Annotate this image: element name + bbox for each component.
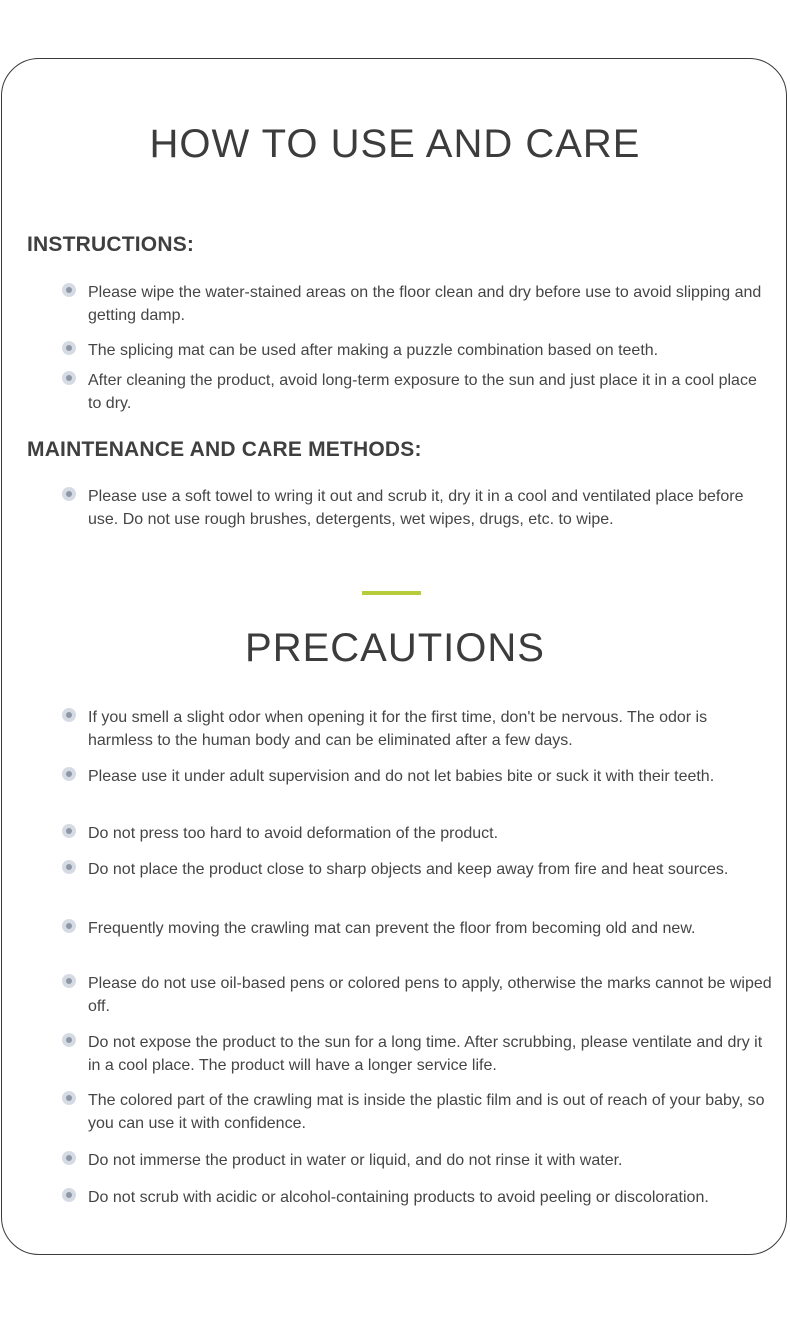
list-item-text: Frequently moving the crawling mat can prevent the floor from becoming old and new. xyxy=(88,920,696,937)
list-item-text: After cleaning the product, avoid long-term exposure to the sun and just place it in a cool place to dry. xyxy=(88,372,757,412)
list-item-text: Please use a soft towel to wring it out and scrub it, dry it in a cool and ventilated place before use. Do not use rough brushes, detergents, wet wipes, drugs, etc. to wipe. xyxy=(88,488,744,528)
list-item-text: Do not place the product close to sharp objects and keep away from fire and heat sources. xyxy=(88,861,729,878)
bullet-icon xyxy=(62,919,76,933)
bullet-icon xyxy=(62,1151,76,1165)
list-item-text: Do not press too hard to avoid deformation of the product. xyxy=(88,825,499,842)
list-item xyxy=(62,485,774,531)
list-item-text: Please do not use oil-based pens or colored pens to apply, otherwise the marks cannot be wiped off. xyxy=(88,975,772,1015)
precautions-title: PRECAUTIONS xyxy=(245,626,545,670)
list-item xyxy=(62,858,774,881)
list-item-text: The colored part of the crawling mat is inside the plastic film and is out of reach of your baby, so you can use it with confidence. xyxy=(88,1092,765,1132)
bullet-icon xyxy=(62,974,76,988)
bullet-icon xyxy=(62,283,76,297)
page-title: HOW TO USE AND CARE xyxy=(149,122,641,166)
list-item xyxy=(62,1089,774,1135)
bullet-icon xyxy=(62,824,76,838)
list-item-text: Do not scrub with acidic or alcohol-containing products to avoid peeling or discoloration. xyxy=(88,1189,709,1206)
list-item-text: Please wipe the water-stained areas on the floor clean and dry before use to avoid slipping and getting damp. xyxy=(88,284,762,324)
bullet-icon xyxy=(62,1033,76,1047)
list-item-text: If you smell a slight odor when opening it for the first time, don't be nervous. The odor is harmless to the human body and can be eliminated after a few days. xyxy=(88,709,708,749)
list-item xyxy=(62,917,774,940)
bullet-icon xyxy=(62,1188,76,1202)
maintenance-heading: MAINTENANCE AND CARE METHODS: xyxy=(27,438,422,461)
bullet-icon xyxy=(62,487,76,501)
list-item xyxy=(62,339,774,362)
list-item xyxy=(62,972,774,1018)
bullet-icon xyxy=(62,767,76,781)
list-item-text: The splicing mat can be used after making a puzzle combination based on teeth. xyxy=(88,342,659,359)
list-item xyxy=(62,369,774,415)
bullet-icon xyxy=(62,341,76,355)
list-item xyxy=(62,1149,774,1172)
bullet-icon xyxy=(62,708,76,722)
bullet-icon xyxy=(62,860,76,874)
accent-divider xyxy=(362,591,421,595)
list-item xyxy=(62,706,774,752)
instructions-heading: INSTRUCTIONS: xyxy=(27,233,195,256)
bullet-icon xyxy=(62,371,76,385)
list-item xyxy=(62,1186,774,1209)
list-item xyxy=(62,281,774,327)
list-item xyxy=(62,1031,774,1077)
list-item-text: Do not expose the product to the sun for a long time. After scrubbing, please ventilate and dry it in a cool place. The product will have a longer service life. xyxy=(88,1034,763,1074)
bullet-icon xyxy=(62,1091,76,1105)
list-item xyxy=(62,822,774,845)
list-item-text: Please use it under adult supervision and do not let babies bite or suck it with their teeth. xyxy=(88,768,715,785)
list-item xyxy=(62,765,774,788)
list-item-text: Do not immerse the product in water or liquid, and do not rinse it with water. xyxy=(88,1152,623,1169)
